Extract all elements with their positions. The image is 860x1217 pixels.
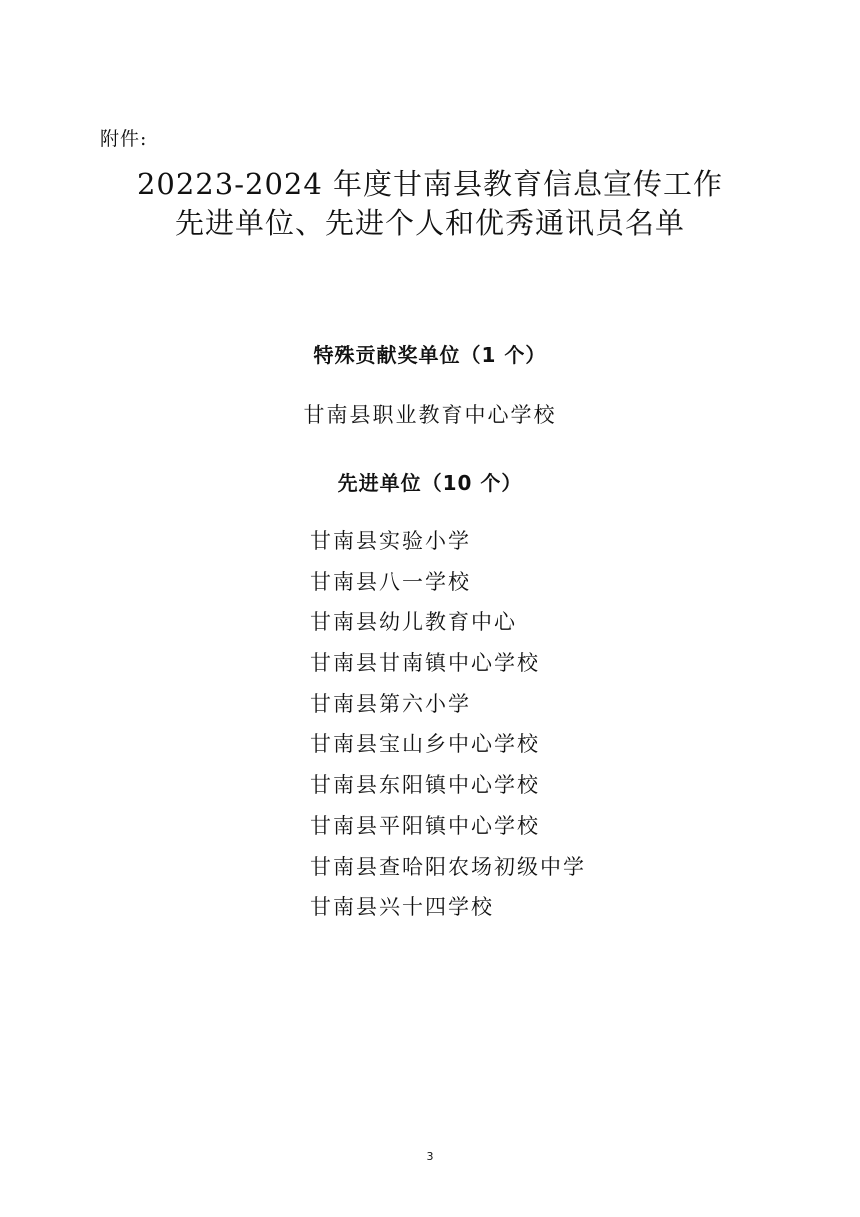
list-item: 甘南县甘南镇中心学校 bbox=[310, 651, 540, 676]
special-contribution-heading: 特殊贡献奖单位（1 个） bbox=[313, 343, 547, 367]
document-title-line-1: 20223-2024 年度甘南县教育信息宣传工作 bbox=[136, 167, 724, 201]
list-item: 甘南县平阳镇中心学校 bbox=[310, 813, 540, 838]
page-number: 3 bbox=[426, 1150, 434, 1163]
list-item: 甘南县八一学校 bbox=[310, 569, 471, 594]
list-item: 甘南县查哈阳农场初级中学 bbox=[310, 854, 586, 879]
attachment-label: 附件: bbox=[100, 128, 148, 150]
list-item: 甘南县东阳镇中心学校 bbox=[310, 773, 540, 798]
list-item: 甘南县实验小学 bbox=[310, 529, 471, 553]
document-title-line-2: 先进单位、先进个人和优秀通讯员名单 bbox=[174, 206, 685, 240]
list-item: 甘南县宝山乡中心学校 bbox=[310, 732, 540, 757]
list-item: 甘南县兴十四学校 bbox=[310, 895, 494, 920]
list-item: 甘南县幼儿教育中心 bbox=[310, 610, 517, 635]
list-item: 甘南县第六小学 bbox=[310, 691, 471, 716]
advanced-units-heading: 先进单位（10 个） bbox=[337, 471, 523, 495]
special-contribution-unit: 甘南县职业教育中心学校 bbox=[303, 403, 557, 427]
advanced-units-list bbox=[310, 526, 586, 933]
